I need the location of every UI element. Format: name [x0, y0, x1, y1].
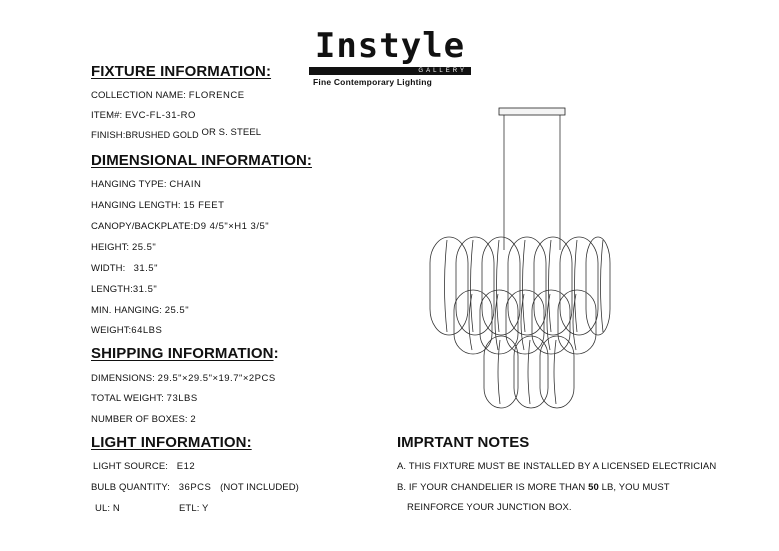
finish-value: BRUSHED GOLD — [125, 130, 199, 140]
dim-value: 15 FEET — [183, 200, 225, 211]
ship-value: 73LBS — [166, 393, 198, 404]
dim-value: 31.5" — [133, 263, 158, 274]
dim-label: CANOPY/BACKPLATE: — [91, 221, 194, 232]
brand-name: Instyle — [314, 26, 466, 66]
ul-label: UL: — [95, 503, 111, 514]
tier-middle — [454, 290, 596, 354]
chandelier-lines — [430, 108, 610, 408]
item-label: ITEM#: — [91, 110, 123, 121]
ship-row — [91, 414, 196, 425]
dim-row — [91, 221, 269, 232]
light-heading: LIGHT INFORMATION: — [91, 434, 252, 451]
dim-row — [91, 179, 201, 190]
shipping-heading-wrap — [91, 345, 279, 363]
dim-row — [91, 242, 156, 253]
ul-row — [95, 503, 120, 514]
brand-sub: GALLERY — [309, 67, 471, 75]
dim-label: HEIGHT: — [91, 242, 130, 253]
bulb-note: (NOT INCLUDED) — [220, 482, 299, 493]
ship-label: TOTAL WEIGHT: — [91, 393, 164, 404]
dim-label: WEIGHT: — [91, 325, 132, 336]
note-b — [397, 482, 670, 493]
finish-row — [91, 127, 262, 141]
dim-row — [91, 200, 224, 211]
note-b-bold: 50 — [588, 482, 599, 493]
etl-row — [179, 503, 208, 514]
dim-value: 31.5" — [132, 284, 158, 295]
light-source-label: LIGHT SOURCE: — [93, 461, 169, 472]
dim-value: CHAIN — [169, 179, 202, 190]
brand-logo — [309, 26, 471, 87]
etl-label: ETL: — [179, 503, 200, 514]
note-b-continued: REINFORCE YOUR JUNCTION BOX. — [407, 502, 572, 513]
ship-label: NUMBER OF BOXES: — [91, 414, 188, 425]
notes-heading: IMPRTANT NOTES — [397, 434, 530, 451]
dim-label: HANGING TYPE: — [91, 179, 167, 190]
light-source-row — [93, 461, 195, 472]
fixture-heading: FIXTURE INFORMATION: — [91, 63, 272, 80]
dimensional-heading: DIMENSIONAL INFORMATION: — [91, 152, 312, 169]
collection-label: COLLECTION NAME: — [91, 90, 187, 101]
collection-value: FLORENCE — [188, 90, 245, 101]
ship-value: 29.5"×29.5"×19.7"×2PCS — [157, 373, 276, 384]
ship-value: 2 — [190, 414, 197, 425]
dim-value: 64LBS — [131, 325, 163, 336]
dim-label: WIDTH: — [91, 263, 126, 274]
ship-label: DIMENSIONS: — [91, 373, 155, 384]
finish-alt: OR S. STEEL — [201, 127, 262, 138]
ship-row — [91, 393, 198, 404]
collection-row — [91, 90, 245, 101]
bulb-row — [91, 482, 299, 493]
dim-value: D9 4/5"×H1 3/5" — [193, 221, 270, 232]
ship-row — [91, 373, 276, 384]
dim-label: MIN. HANGING: — [91, 305, 162, 316]
shipping-heading-colon: : — [273, 345, 279, 362]
finish-label: FINISH: — [91, 130, 126, 141]
etl-value: Y — [202, 503, 209, 514]
bulb-label: BULB QUANTITY: — [91, 482, 171, 493]
note-b-post: LB, YOU MUST — [598, 482, 670, 493]
canopy — [499, 108, 565, 115]
item-row — [91, 110, 196, 121]
item-value: EVC-FL-31-RO — [124, 110, 196, 121]
dim-value: 25.5" — [164, 305, 190, 316]
dim-value: 25.5" — [131, 242, 157, 253]
ul-value: N — [112, 503, 120, 514]
dim-row — [91, 263, 158, 274]
dim-row — [91, 284, 157, 295]
note-b-pre: B. IF YOUR CHANDELIER IS MORE THAN — [397, 482, 589, 493]
dim-label: HANGING LENGTH: — [91, 200, 181, 211]
chandelier-drawing — [420, 100, 620, 420]
shipping-heading: SHIPPING INFORMATION — [91, 345, 274, 362]
dim-row — [91, 305, 189, 316]
dim-row — [91, 325, 162, 336]
light-source-value: E12 — [176, 461, 196, 472]
bulb-value: 36PCS — [178, 482, 212, 493]
note-a: A. THIS FIXTURE MUST BE INSTALLED BY A LICENSED ELECTRICIAN — [397, 461, 717, 472]
brand-tagline: Fine Contemporary Lighting — [313, 77, 433, 87]
tier-top — [430, 237, 610, 335]
dim-label: LENGTH: — [91, 284, 133, 295]
